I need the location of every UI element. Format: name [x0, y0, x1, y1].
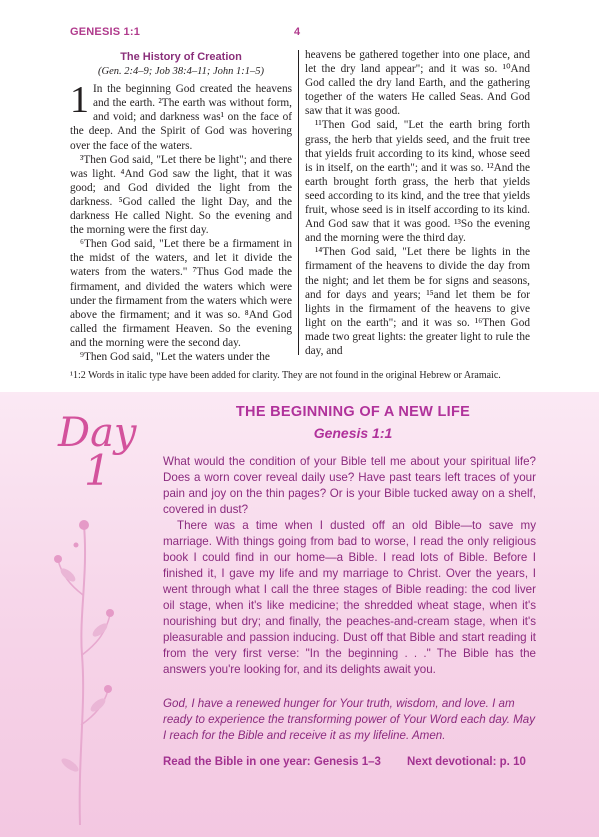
devotional-paragraph: What would the condition of your Bible tell me about your spiritual life? Does a worn cover reveal daily use? Have past tears left traces of your pain and joy on the thin pages? Or is your Bible tucked away on a shelf, covered in dust? [163, 455, 536, 516]
verse-paragraph: ⁶Then God said, "Let there be a firmament in the midst of the waters, and let it divide the waters from the waters." ⁷Thus God made the firmament, and divided the waters which were under the firmament from the waters which were above the firmament; and it was so. ⁸And God called the firmament Heaven. So the evening and the morning were the second day. [70, 238, 292, 349]
day-label: Day [58, 410, 137, 456]
verse-paragraph: ¹⁴Then God said, "Let there be lights in the firmament of the heavens to divide the day from the night; and let them be for signs and seasons, and for days and years; ¹⁵and let them be for lights in the firmament of the heavens to give light on the earth"; and it was so. ¹⁶Then God made two great lights: the greater light to rule the day, and [305, 246, 530, 357]
devotional-paragraph: There was a time when I dusted off an old Bible—to save my marriage. With things going from bad to worse, I read the only religious book I could find in our home—a Bible. I read lots of Bible. Before I finished it, I gave my life and my marriage to Christ. Over the years, I went through what I call the three stages of Bible reading: the cod liver oil stage, when it's like medicine; the shredded wheat stage, when it's nourishing but dry; and finally, the peaches-and-cream stage, when it's pleasurable and passion inducing. Dust off that Bible and start reading it from the very first verse: "In the beginning . . ." The Bible has the answers you're looking for, and its delights await you. [163, 519, 536, 676]
day-number: 1 [84, 446, 111, 495]
verse-paragraph: ¹¹Then God said, "Let the earth bring forth grass, the herb that yields seed, and the fruit tree that yields fruit according to its kind, whose seed is in itself, on the earth"; and it was so. ¹²And the earth brought forth grass, the herb that yields seed according to its kind, and the tree that yields fruit, whose seed is in itself according to its kind. And God saw that it was good. ¹³So the evening and the morning were the third day. [305, 119, 530, 245]
chapter-number: 1 [70, 79, 89, 122]
reading-plan: Read the Bible in one year: Genesis 1–3 [163, 756, 381, 768]
section-heading: The History of Creation [120, 51, 242, 63]
verse-paragraph: ⁹Then God said, "Let the waters under the [80, 350, 270, 363]
flower-stem-decoration [40, 505, 130, 825]
verse-paragraph: heavens be gathered together into one place, and let the dry land appear"; and it was so. ¹⁰And God called the dry land Earth, and the gathering together of the waters He called Seas. And God saw that it was good. [305, 49, 530, 118]
cross-references: (Gen. 2:4–9; Job 38:4–11; John 1:1–5) [97, 66, 264, 78]
scripture-column-left [70, 48, 292, 364]
next-devotional-link[interactable]: Next devotional: p. 10 [407, 756, 526, 768]
devotional-body [163, 454, 536, 678]
devotional-title: THE BEGINNING OF A NEW LIFE [235, 404, 471, 420]
devotional-reference: Genesis 1:1 [313, 425, 393, 441]
page-number: 4 [294, 26, 301, 38]
devotional-prayer: God, I have a renewed hunger for Your truth, wisdom, and love. I am ready to experience the transforming power of Your Word each day. May I reach for the Bible and receive it as my lifeline. Amen. [163, 697, 536, 742]
running-head: GENESIS 1:1 [70, 26, 141, 38]
footnote: ¹1:2 Words in italic type have been added for clarity. They are not found in the original Hebrew or Aramaic. [70, 370, 501, 381]
scripture-column-right [305, 48, 530, 358]
verse-paragraph: ³Then God said, "Let there be light"; and there was light. ⁴And God saw the light, that it was good; and God divided the light from the darkness. ⁵God called the light Day, and the darkness He called Night. So the evening and the morning were the first day. [70, 153, 292, 237]
column-divider [298, 50, 299, 355]
verse-paragraph: In the beginning God created the heavens and the earth. ²The earth was without form, and void; and darkness was¹ on the face of the deep. And the Spirit of God was hovering over the face of the waters. [70, 83, 292, 152]
